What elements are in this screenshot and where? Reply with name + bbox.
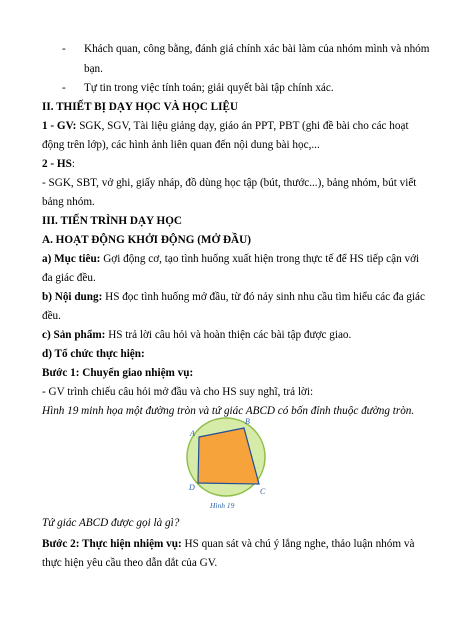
vertex-label-d: D <box>189 483 195 492</box>
hs-colon: : <box>71 158 75 170</box>
step1-text: - GV trình chiếu câu hỏi mở đầu và cho HS suy nghĩ, trả lời: <box>42 386 314 398</box>
figure-intro-text: Hình 19 minh họa một đường tròn và tứ giác ABCD có bốn đỉnh thuộc đường tròn. <box>42 405 415 417</box>
bullet-dash: - <box>62 82 66 94</box>
step2-label: Bước 2: Thực hiện nhiệm vụ: <box>42 538 182 550</box>
muctieu-text: Gợi động cơ, tạo tình huống xuất hiện trong thực tế để HS tiếp cận với <box>100 253 420 265</box>
vertex-label-c: C <box>260 487 266 496</box>
sanpham-label: c) Sản phẩm: <box>42 329 106 341</box>
gv-text: SGK, SGV, Tài liệu giảng dạy, giáo án PPT, PBT (ghi đề bài cho các hoạt <box>76 120 409 132</box>
sanpham-line <box>42 328 351 342</box>
noidung-line1 <box>42 290 425 304</box>
tochuc-heading: d) Tổ chức thực hiện: <box>42 348 145 360</box>
question-text: Tứ giác ABCD được gọi là gì? <box>42 517 180 529</box>
figure-caption: Hình 19 <box>210 501 235 510</box>
step2-line1 <box>42 537 414 551</box>
step2-text: HS quan sát và chú ý lắng nghe, thảo luận nhóm và <box>181 538 415 550</box>
hs-materials-heading <box>42 157 75 171</box>
muctieu-line1 <box>42 252 419 266</box>
bullet-confidence: Tự tin trong việc tính toán; giải quyết bài tập chính xác. <box>84 82 334 94</box>
noidung-label: b) Nội dung: <box>42 291 103 303</box>
section-heading-process: III. TIẾN TRÌNH DẠY HỌC <box>42 215 182 227</box>
step1-heading: Bước 1: Chuyển giao nhiệm vụ: <box>42 367 194 379</box>
bullet-objective-line1: Khách quan, công bằng, đánh giá chính xác bài làm của nhóm mình và nhóm <box>84 43 430 55</box>
hs-materials-line1: - SGK, SBT, vở ghi, giấy nháp, đồ dùng học tập (bút, thước...), bảng nhóm, bút viết <box>42 177 417 189</box>
step2-line2: thực hiện yêu cầu theo dẫn dắt của GV. <box>42 557 218 569</box>
muctieu-line2: đa giác đều. <box>42 272 96 284</box>
vertex-label-a: A <box>190 429 195 438</box>
vertex-label-b: B <box>245 417 250 426</box>
gv-materials-line2: động trên lớp), các hình ảnh liên quan đến nội dung bài học,... <box>42 139 320 151</box>
bullet-objective-line2: bạn. <box>84 63 103 75</box>
bullet-dash: - <box>62 43 66 55</box>
hs-materials-line2: bảng nhóm. <box>42 196 95 208</box>
noidung-text: HS đọc tình huống mở đầu, từ đó nảy sinh nhu cầu tìm hiểu các đa giác <box>102 291 425 303</box>
hs-label: 2 - HS <box>42 158 72 170</box>
activity-a-heading: A. HOẠT ĐỘNG KHỞI ĐỘNG (MỞ ĐẦU) <box>42 234 251 246</box>
figure-circle-quadrilateral <box>184 410 270 512</box>
gv-materials-line1 <box>42 119 409 133</box>
sanpham-text: HS trả lời câu hỏi và hoàn thiện các bài tập được giao. <box>105 329 352 341</box>
muctieu-label: a) Mục tiêu: <box>42 253 101 265</box>
section-heading-equipment: II. THIẾT BỊ DẠY HỌC VÀ HỌC LIỆU <box>42 101 239 113</box>
gv-label: 1 - GV: <box>42 120 77 132</box>
noidung-line2: đều. <box>42 310 61 322</box>
